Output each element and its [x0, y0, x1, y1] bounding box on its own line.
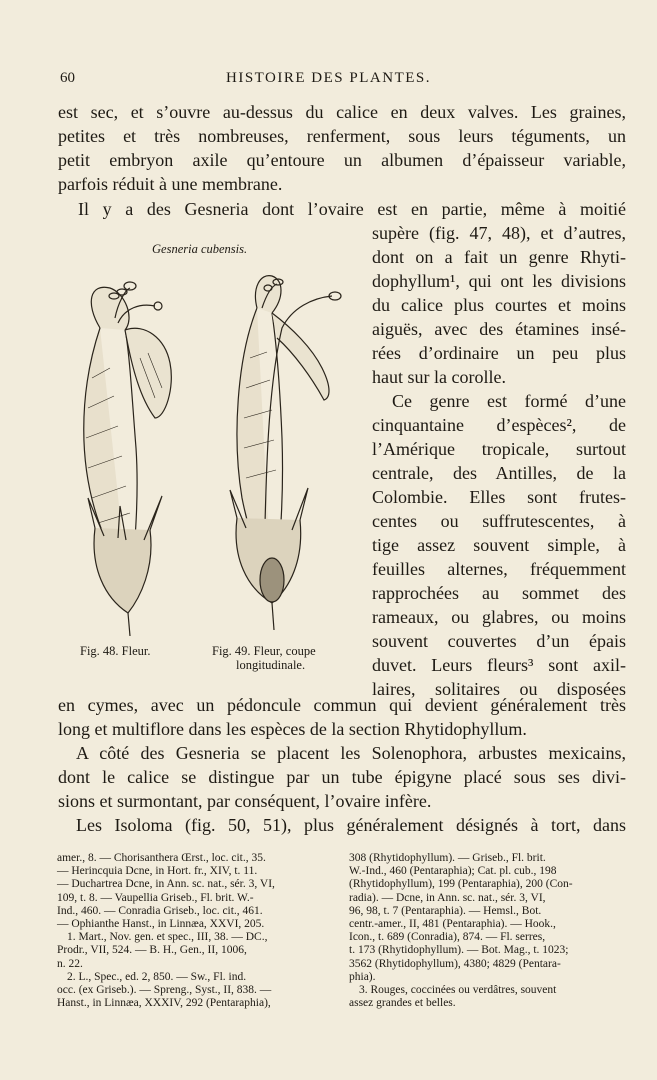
footnote-line: phia).	[349, 970, 376, 983]
text-line: Les Isoloma (fig. 50, 51), plus généralement désignés à tort, dans	[76, 815, 626, 835]
footnote-line: — Ophianthe Hanst., in Linnæa, XXVI, 205.	[57, 918, 265, 931]
footnote-line: assez grandes et belles.	[349, 997, 456, 1010]
text-line: du calice plus courtes et moins	[372, 295, 626, 315]
full-width-text	[58, 693, 626, 837]
footnote-line: 1. Mart., Nov. gen. et spec., III, 38. — DC.,	[67, 931, 268, 944]
text-line: aiguës, avec des étamines insé-	[372, 319, 626, 339]
text-line: l’Amérique tropicale, surtout	[372, 439, 626, 459]
footnote-line: Prodr., VII, 524. — B. H., Gen., II, 1006,	[57, 944, 247, 957]
fig48-caption: Fig. 48. Fleur.	[80, 644, 151, 658]
running-title: HISTOIRE DES PLANTES.	[226, 70, 431, 86]
footnote-line: radia). — Dcne, in Ann. sc. nat., sér. 3, VI,	[349, 891, 546, 904]
footnote-line: 3562 (Rhytidophyllum), 4380; 4829 (Pentara-	[349, 957, 561, 970]
fig49-caption: Fig. 49. Fleur, coupe	[212, 644, 316, 658]
intro-paragraph	[58, 100, 626, 196]
flower-section-illustration	[222, 268, 352, 638]
text-line: centes ou suffrutescentes, à	[372, 511, 626, 531]
text-line: cinquantaine d’espèces², de	[372, 415, 626, 435]
wrap-column-text	[372, 221, 626, 701]
text-line: supère (fig. 47, 48), et d’autres,	[372, 223, 626, 243]
plate-title: Gesneria cubensis.	[152, 242, 248, 256]
footnote-line: Hanst., in Linnæa, XXXIV, 292 (Pentaraphia),	[57, 997, 271, 1010]
text-line: dophyllum¹, qui ont les divisions	[372, 271, 626, 291]
text-line: Colombie. Elles sont frutes-	[372, 487, 626, 507]
text-line: Ce genre est formé d’une	[392, 391, 626, 411]
text-line: rameaux, ou glabres, ou moins	[372, 607, 626, 627]
text-line: petites et très nombreuses, renferment, sous leurs téguments, un	[58, 126, 626, 146]
page-number: 60	[60, 70, 75, 86]
text-line: sions et surmontant, par conséquent, l’ovaire infère.	[58, 791, 432, 811]
text-line: A côté des Gesneria se placent les Solenophora, arbustes mexicains,	[76, 743, 626, 763]
footnote-line: 308 (Rhytidophyllum). — Griseb., Fl. brit.	[349, 852, 546, 864]
footnote-line: — Herincquia Dcne, in Hort. fr., XIV, t. 11.	[57, 865, 258, 878]
paragraph-gesneria-first-line: Il y a des Gesneria dont l’ovaire est en partie, même à moitié	[78, 199, 626, 219]
text-line: dont on a fait un genre Rhyti-	[372, 247, 626, 267]
footnote-line: 2. L., Spec., ed. 2, 850. — Sw., Fl. ind.	[67, 970, 247, 983]
footnote-line: 109, t. 8. — Vaupellia Griseb., Fl. brit. W.-	[57, 891, 254, 904]
footnote-line: — Duchartrea Dcne, in Ann. sc. nat., sér. 3, VI,	[57, 878, 275, 891]
footnote-line: W.-Ind., 460 (Pentaraphia); Cat. pl. cub., 198	[349, 865, 557, 878]
text-line: dont le calice se distingue par un tube épigyne placé sous ses divi-	[58, 767, 626, 787]
text-line: en cymes, avec un pédoncule commun qui devient généralement très	[58, 695, 626, 715]
footnote-line: centr.-amer., II, 481 (Pentaraphia). — Hook.,	[349, 918, 556, 931]
text-line: souvent couvertes d’un épais	[372, 631, 626, 651]
footnote-line: t. 173 (Rhytidophyllum). — Bot. Mag., t. 1023;	[349, 944, 569, 957]
text-line: est sec, et s’ouvre au-dessus du calice en deux valves. Les graines,	[58, 102, 626, 122]
text-line: rapprochées au sommet des	[372, 583, 626, 603]
flower-illustration	[70, 268, 200, 638]
fig49-caption-cont: longitudinale.	[236, 658, 306, 672]
footnotes-right-column	[349, 852, 626, 1010]
footnote-line: amer., 8. — Chorisanthera Œrst., loc. cit., 35.	[57, 852, 266, 864]
footnote-line: Icon., t. 689 (Conradia), 874. — Fl. serres,	[349, 931, 546, 944]
text-line: parfois réduit à une membrane.	[58, 174, 283, 194]
footnotes-left-column	[57, 852, 332, 1010]
text-line: laires, solitaires ou disposées	[372, 679, 626, 699]
text-line: duvet. Leurs fleurs³ sont axil-	[372, 655, 626, 675]
text-line: rées d’ordinaire un peu plus	[372, 343, 626, 363]
footnote-line: occ. (ex Griseb.). — Spreng., Syst., II, 838. —	[57, 984, 272, 997]
footnote-line: 3. Rouges, coccinées ou verdâtres, souvent	[359, 984, 557, 997]
footnote-line: 96, 98, t. 7 (Pentaraphia). — Hemsl., Bot.	[349, 904, 542, 917]
text-line: centrale, des Antilles, de la	[372, 463, 626, 483]
text-line: long et multiflore dans les espèces de la section Rhytidophyllum.	[58, 719, 527, 739]
text-line: feuilles alternes, fréquemment	[372, 559, 626, 579]
footnote-line: n. 22.	[57, 957, 83, 970]
text-line: haut sur la corolle.	[372, 367, 506, 387]
text-line: tige assez souvent simple, à	[372, 535, 626, 555]
footnote-line: Ind., 460. — Conradia Griseb., loc. cit., 461.	[57, 904, 263, 917]
text-line: petit embryon axile qu’entoure un albumen d’épaisseur variable,	[58, 150, 626, 170]
footnote-line: (Rhytidophyllum), 199 (Pentaraphia), 200 (Con-	[349, 878, 573, 891]
